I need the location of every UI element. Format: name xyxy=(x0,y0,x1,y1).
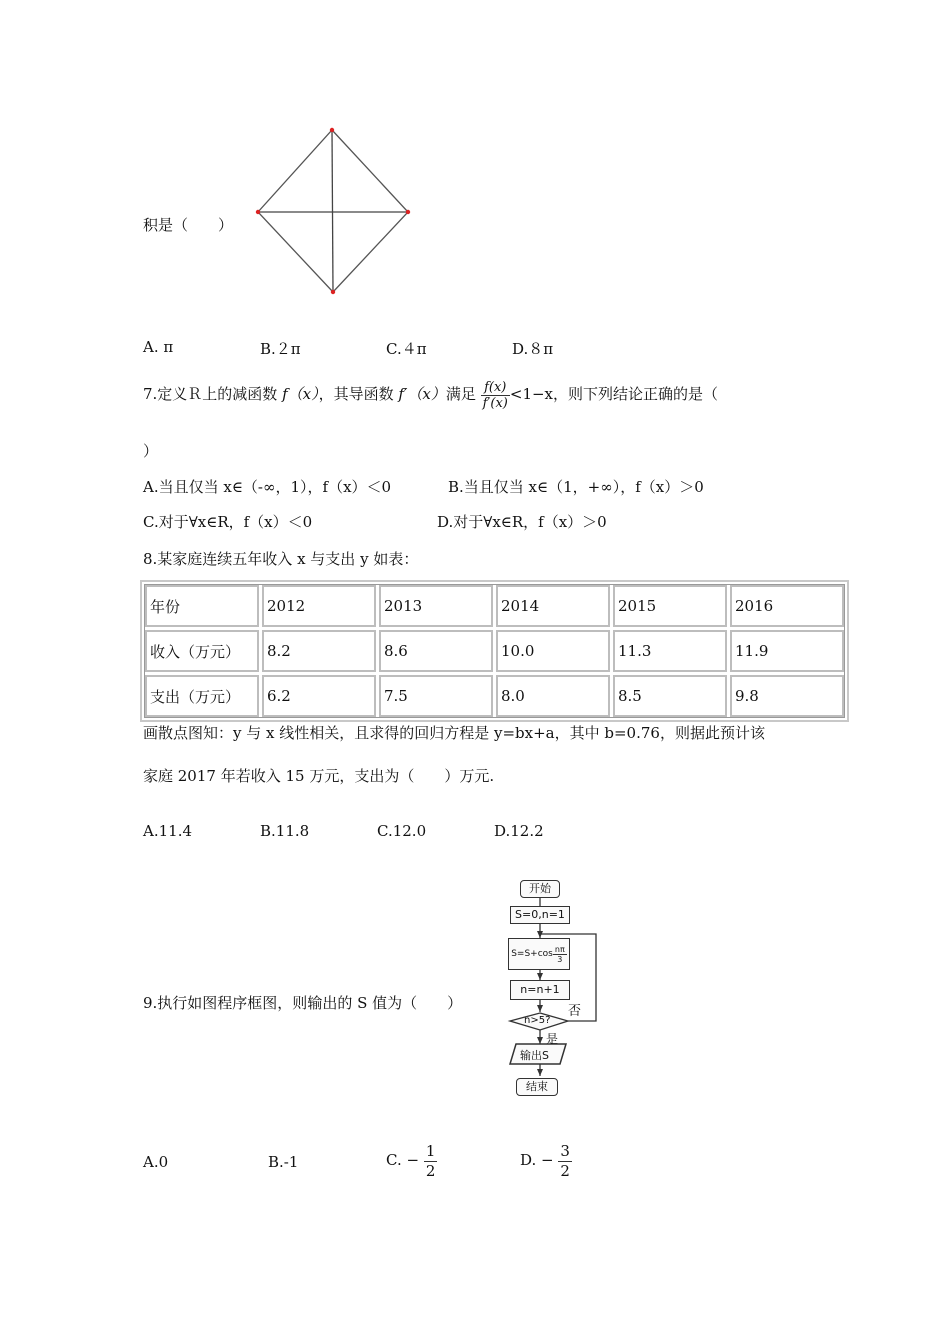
table-cell: 收入（万元） xyxy=(145,630,259,672)
q9-option-d-fraction xyxy=(558,1142,572,1181)
q9-option-d-prefix: D. xyxy=(520,1151,537,1169)
frac-num: 3 xyxy=(560,1141,570,1160)
table-cell: 7.5 xyxy=(379,675,493,717)
vertex-left xyxy=(256,210,260,214)
q7-fx: f（x） xyxy=(282,385,319,403)
table-cell: 11.3 xyxy=(613,630,727,672)
q9-option-c xyxy=(386,1136,437,1184)
table-cell: 8.5 xyxy=(613,675,727,717)
rhombus-figure xyxy=(250,120,420,300)
table-cell: 年份 xyxy=(145,585,259,627)
q7-fpx: f′（x） xyxy=(398,385,446,403)
vertex-right xyxy=(406,210,410,214)
q7-frac-num: f(x) xyxy=(481,380,510,396)
table-row-income xyxy=(145,630,844,672)
table-cell: 8.6 xyxy=(379,630,493,672)
q8-option-a: A.11.4 xyxy=(143,822,192,840)
q8-option-b: B.11.8 xyxy=(260,822,310,840)
flow-init: S=0,n=1 xyxy=(510,906,570,924)
q6-option-d: D.８π xyxy=(512,340,554,358)
q6-option-a: A. π xyxy=(143,338,174,356)
q7-inequality: <1−x xyxy=(509,385,554,403)
q6-stem-tail: 积是（ ） xyxy=(143,216,234,234)
q9-stem: 9.执行如图程序框图，则输出的 S 值为（ ） xyxy=(143,994,463,1012)
q7-stem xyxy=(143,374,718,414)
table-cell: 2014 xyxy=(496,585,610,627)
table-cell: 2015 xyxy=(613,585,727,627)
table-cell: 2016 xyxy=(730,585,844,627)
q8-stem: 8.某家庭连续五年收入 x 与支出 y 如表： xyxy=(143,550,419,568)
flow-end: 结束 xyxy=(516,1078,558,1096)
frac-num: 1 xyxy=(425,1141,436,1160)
flow-frac-den: 3 xyxy=(557,954,563,964)
q7-text-mid: ，其导函数 xyxy=(318,385,394,403)
q9-option-b: B.-1 xyxy=(268,1153,299,1171)
q7-frac-den: f′(x) xyxy=(482,395,508,411)
q9-option-a: A.0 xyxy=(143,1153,169,1171)
q7-satisfy: 满足 xyxy=(445,385,476,403)
q7-close-paren: ） xyxy=(143,442,159,460)
flow-condition: n>5? xyxy=(524,1015,551,1026)
flow-update-s-text: S=S+cos xyxy=(511,949,553,959)
q9-option-c-prefix: C. xyxy=(386,1151,402,1169)
vertical-diagonal xyxy=(332,130,333,292)
minus-sign: − xyxy=(406,1151,420,1169)
table-cell: 2012 xyxy=(262,585,376,627)
q7-text-start: 7.定义Ｒ上的减函数 xyxy=(143,385,278,403)
q9-option-c-fraction xyxy=(424,1142,438,1181)
q9-option-d xyxy=(520,1136,572,1184)
minus-sign: − xyxy=(541,1151,554,1169)
flow-start: 开始 xyxy=(520,880,560,898)
table-row-year xyxy=(145,585,844,627)
q6-option-b: B.２π xyxy=(260,340,301,358)
frac-den: 2 xyxy=(425,1161,436,1180)
flow-frac-num: nπ xyxy=(554,944,565,954)
table-cell: 10.0 xyxy=(496,630,610,672)
table-cell: 6.2 xyxy=(262,675,376,717)
q7-option-b: B.当且仅当 x∈（1，+∞），f（x）＞0 xyxy=(448,478,704,496)
flow-update-s-frac xyxy=(553,945,567,964)
table-cell: 11.9 xyxy=(730,630,844,672)
q8-line-2: 家庭 2017 年若收入 15 万元，支出为（ ）万元. xyxy=(143,767,495,785)
q8-option-c: C.12.0 xyxy=(377,822,427,840)
flow-update-s xyxy=(508,938,570,970)
table-cell: 8.0 xyxy=(496,675,610,717)
flow-no-label: 否 xyxy=(568,1004,582,1019)
flow-update-n: n=n+1 xyxy=(510,980,570,1000)
q7-option-d: D.对于∀x∈R，f（x）＞0 xyxy=(437,513,607,531)
income-expense-table xyxy=(140,580,849,722)
frac-den: 2 xyxy=(560,1161,570,1180)
table-row-expense xyxy=(145,675,844,717)
vertex-bottom xyxy=(331,290,335,294)
q7-text-end: ，则下列结论正确的是（ xyxy=(553,385,719,403)
table-cell: 2013 xyxy=(379,585,493,627)
table-cell: 9.8 xyxy=(730,675,844,717)
q7-fraction xyxy=(481,380,510,411)
table-cell: 支出（万元） xyxy=(145,675,259,717)
q8-option-d: D.12.2 xyxy=(494,822,544,840)
flow-yes-label: 是 xyxy=(546,1032,559,1046)
q8-line-1: 画散点图知：y 与 x 线性相关，且求得的回归方程是 y=bx+a，其中 b=0.76，则据此预计该 xyxy=(143,724,765,742)
vertex-top xyxy=(330,128,334,132)
q7-option-c: C.对于∀x∈R，f（x）＜0 xyxy=(143,513,313,531)
q7-option-a: A.当且仅当 x∈（-∞，1），f（x）＜0 xyxy=(143,478,392,496)
q6-option-c: C.４π xyxy=(386,340,427,358)
table-cell: 8.2 xyxy=(262,630,376,672)
flow-output: 输出S xyxy=(520,1049,549,1062)
